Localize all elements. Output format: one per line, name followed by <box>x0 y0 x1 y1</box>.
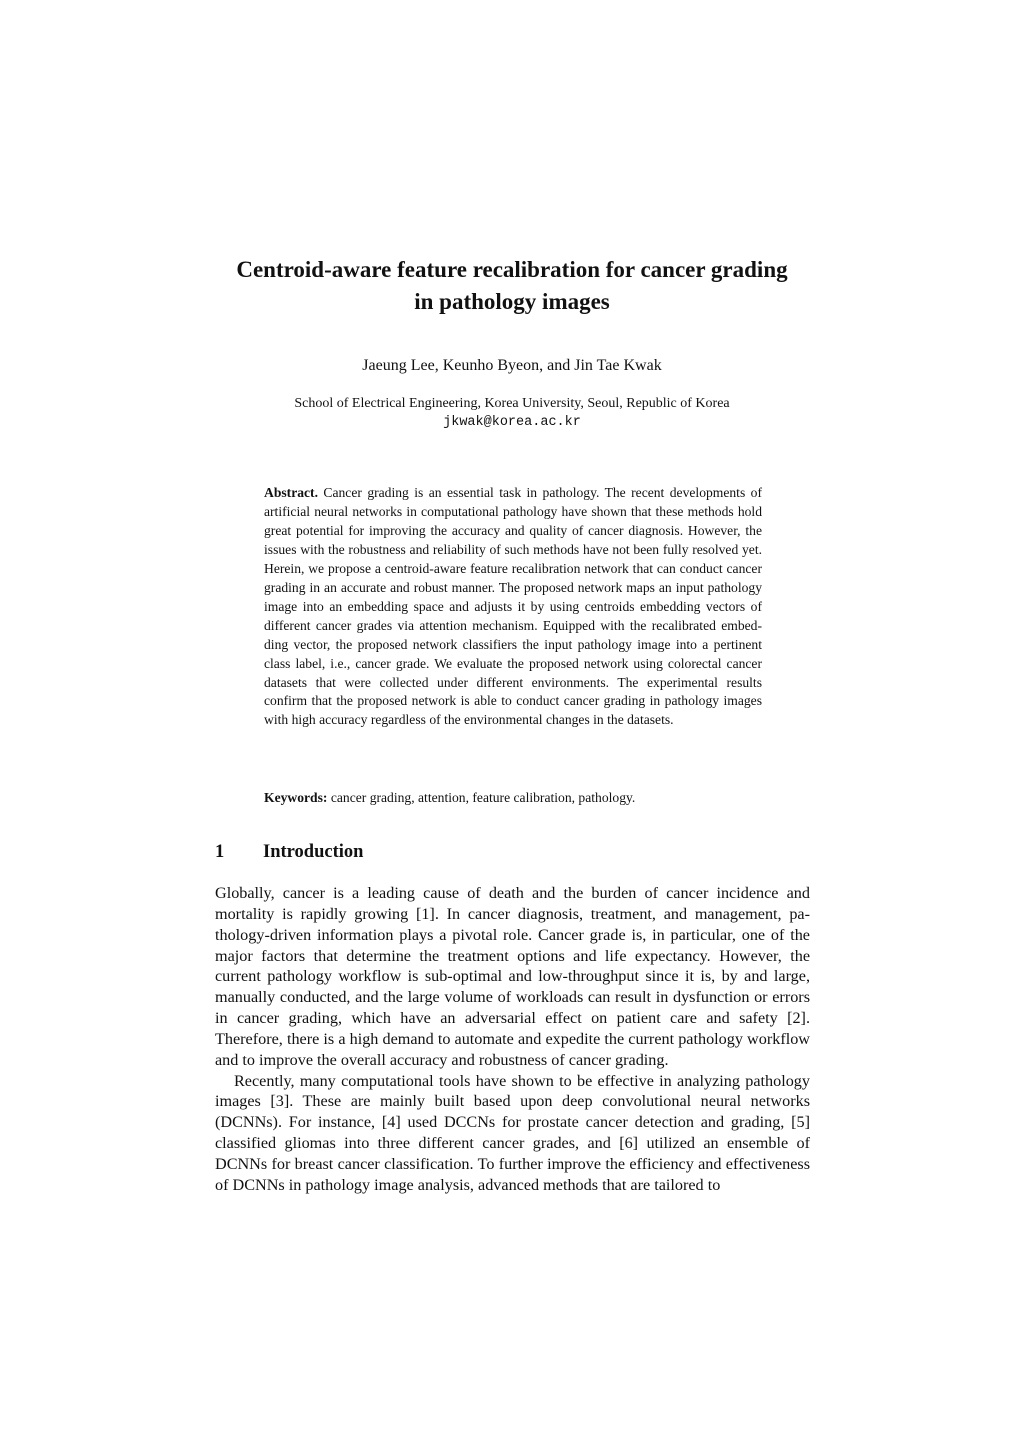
paragraph: Recently, many computational tools have shown to be effective in analyzing pathology images [3]. These are mainly built based upon deep convolutional neural networks (DCNNs). For instance, [4] used DCCNs for prostate cancer detection and grading, [5] classified gliomas into three different cancer grades, and [6] utilized an ensemble of DCNNs for breast cancer classification. To further improve the efficiency and effectiveness of DCNNs in pathology image analysis, advanced methods that are tailored to <box>215 1071 810 1194</box>
affiliation: School of Electrical Engineering, Korea University, Seoul, Republic of Korea <box>294 396 730 411</box>
abstract <box>264 484 762 730</box>
contact-email: jkwak@korea.ac.kr <box>443 415 581 430</box>
paragraph: Globally, cancer is a leading cause of death and the burden of cancer incidence and mortality is rapidly growing [1]. In cancer diagnosis, treatment, and management, pathology-driven information plays a pivotal role. Cancer grade is, in particular, one of the major factors that determine the treatment options and life expectancy. However, the current pathology workflow is sub-optimal and low-throughput since it is, by and large, manually conducted, and the large volume of workloads can result in dysfunction or errors in cancer grading, which have an adversarial effect on patient care and safety [2]. Therefore, there is a high demand to automate and expedite the current pathology workflow and to improve the overall accuracy and robustness of cancer grading. <box>215 884 810 1069</box>
keywords-label: Keywords: <box>264 790 328 805</box>
title-line-2: in pathology images <box>414 289 610 314</box>
introduction-body <box>215 883 810 1196</box>
keywords <box>264 788 762 807</box>
abstract-text: Cancer grading is an essential task in pathology. The recent developments of artificial neural networks in computational pathology have shown that these methods hold great potential for improving the accuracy and quality of cancer diagnosis. However, the issues with the robustness and reliability of such methods have not been fully resolved yet. Herein, we propose a centroid-aware feature recalibration network that can conduct cancer grading in an accurate and robust manner. The proposed network maps an input pathology image into an embedding space and adjusts it by using centroids embedding vectors of different cancer grades via attention mechanism. Equipped with the recalibrated embedding vector, the proposed network classifiers the input pathology image into a pertinent class label, i.e., cancer grade. We evaluate the proposed network using colorectal cancer datasets that were collected under different environments. The experimental results confirm that the proposed network is able to conduct cancer grading in pathology images with high accuracy regardless of the environmental changes in the datasets. <box>264 485 762 728</box>
abstract-label: Abstract. <box>264 485 318 500</box>
title-line-1: Centroid-aware feature recalibration for cancer grading <box>236 257 788 282</box>
author-list: Jaeung Lee, Keunho Byeon, and Jin Tae Kwak <box>362 357 662 374</box>
section-heading-introduction <box>215 840 363 864</box>
section-title: Introduction <box>263 842 364 862</box>
section-number: 1 <box>215 842 225 862</box>
paper-title <box>160 254 864 318</box>
keywords-text: cancer grading, attention, feature calibration, pathology. <box>330 790 636 805</box>
